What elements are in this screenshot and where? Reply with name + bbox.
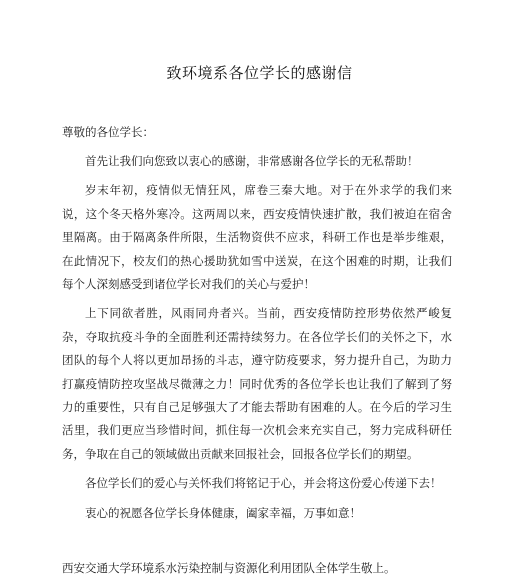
letter-salutation: 尊敬的各位学长： (62, 125, 154, 139)
paragraph-remember: 各位学长们的爱心与关怀我们将铭记于心，并会将这份爱心传递下去！ (85, 476, 442, 491)
letter-signature: 西安交通大学环境系水污染控制与资源化利用团队全体学生敬上。 (62, 561, 396, 575)
letter-title: 致环境系各位学长的感谢信 (166, 64, 353, 82)
paragraph-wishes: 衷心的祝愿各位学长身体健康，阖家幸福，万事如意！ (85, 505, 361, 520)
paragraph-situation: 岁末年初，疫情似无情狂风，席卷三秦大地。对于在外求学的我们来说，这个冬天格外寒冷。这两周以来，西安疫情快速扩散，我们被迫在宿舍里隔离。由于隔离条件所限，生活物资供不应求，科研工作也是举步维艰，在此情况下，校友们的热心援助犹如雪中送炭，在这个困难的时期，让我们每个人深刻感受到诸位学长对我们的关心与爱护！ (62, 183, 452, 292)
paragraph-thanks: 首先让我们向您致以衷心的感谢，非常感谢各位学长的无私帮助！ (85, 154, 419, 168)
letter-body (62, 150, 452, 531)
paragraph-commitment: 上下同欲者胜，风雨同舟者兴。当前，西安疫情防控形势依然严峻复杂，夺取抗疫斗争的全面胜利还需持续努力。在各位学长们的关怀之下，水团队的每个人将以更加昂扬的斗志，遵守防疫要求，努力提升自己，为助力打赢疫情防控攻坚战尽微薄之力！同时优秀的各位学长也让我们了解到了努力的重要性，只有自己足够强大了才能去帮助有困难的人。在今后的学习生活里，我们更应当珍惜时间，抓住每一次机会来充实自己，努力完成科研任务，争取在自己的领域做出贡献来回报社会，回报各位学长们的期望。 (62, 306, 452, 461)
